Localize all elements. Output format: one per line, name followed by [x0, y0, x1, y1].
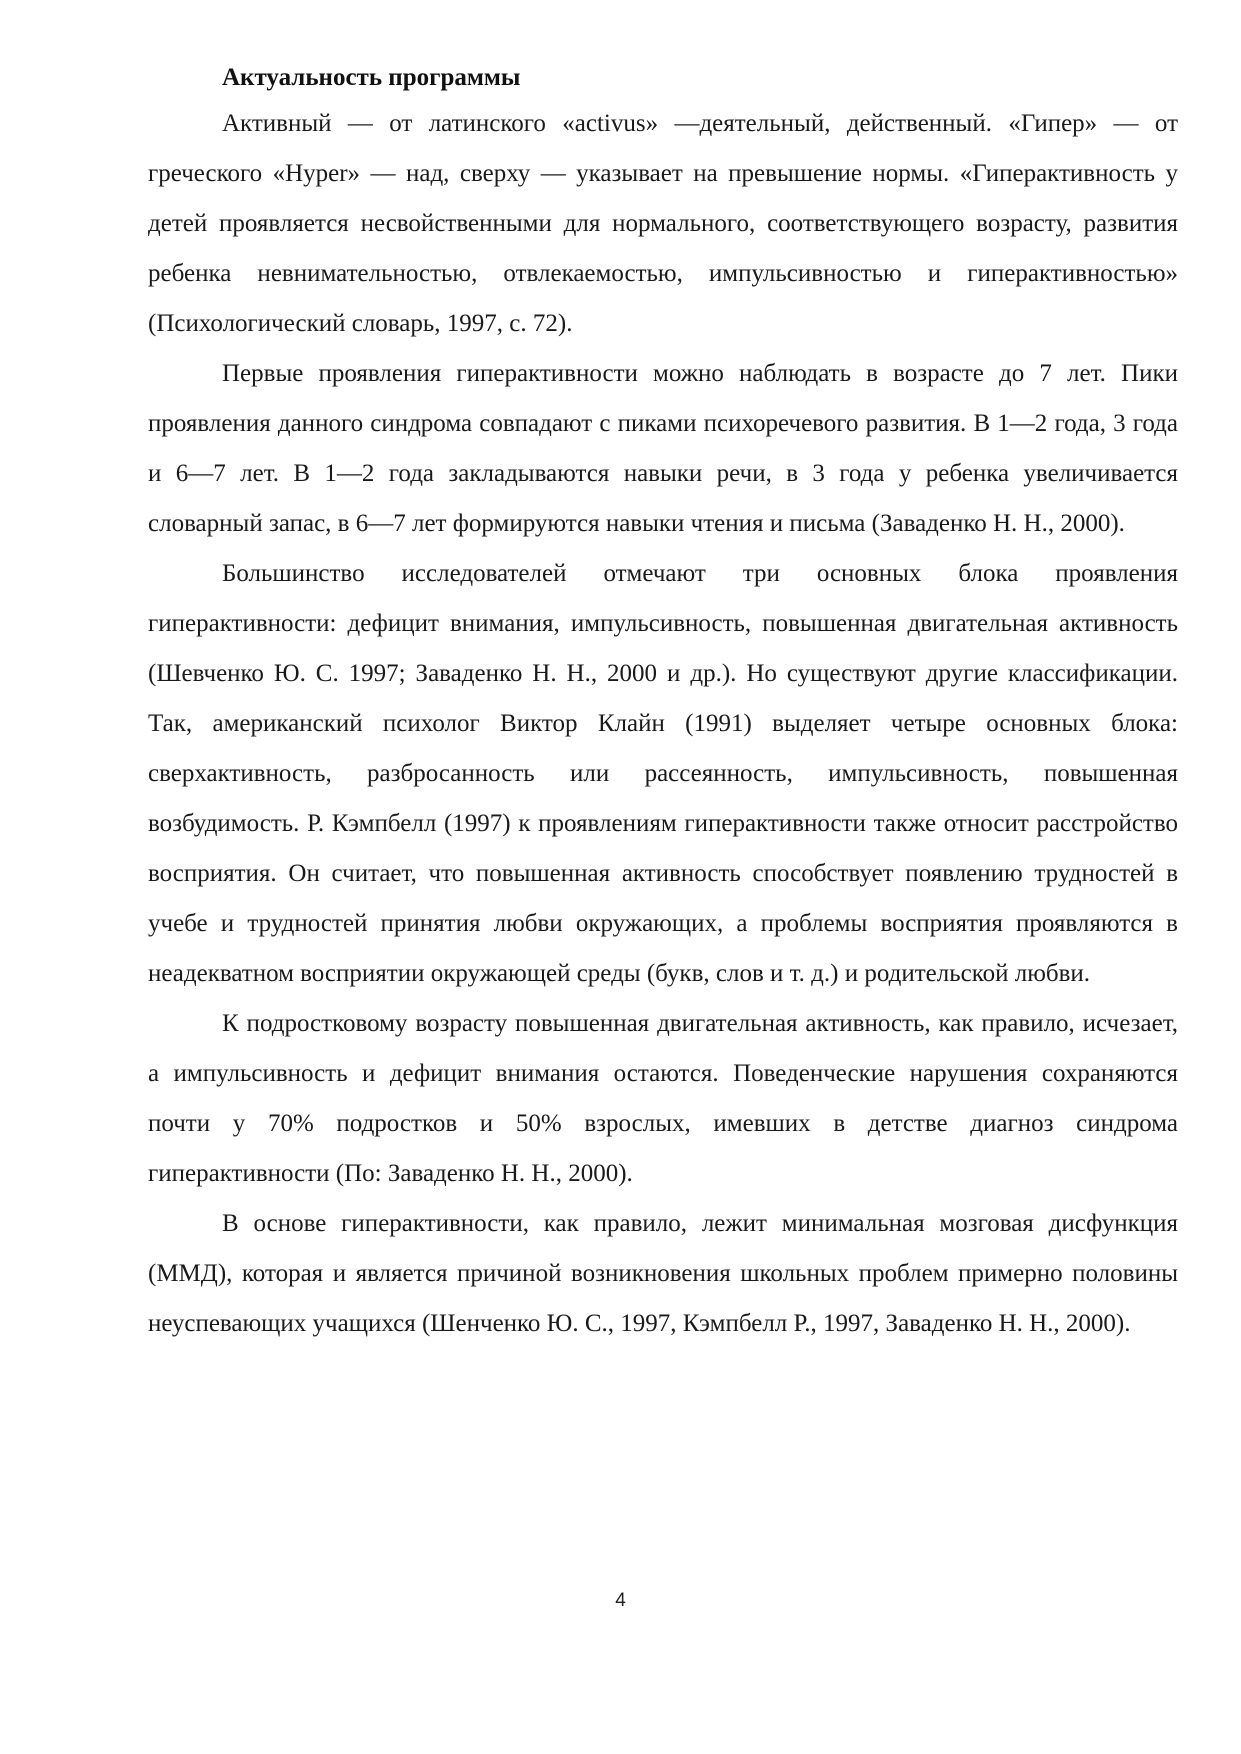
paragraph-definition: Активный — от латинского «activus» —деятельный, действенный. «Гипер» — от греческого «Hyper» — над, сверху — указывает на превышение нормы. «Гиперактивность у детей проявляется несвойственными для нормального, соответствующего возрасту, развития ребенка невнимательностью, отвлекаемостью, импульсивностью и гиперактивностью» (Психологический словарь, 1997, с. 72).	[148, 110, 1178, 337]
section-heading: Актуальность программы	[222, 64, 521, 91]
paragraph-classifications: Большинство исследователей отмечают три основных блока проявления гиперактивности: дефицит внимания, импульсивность, повышенная двигательная активность (Шевченко Ю. С. 1997; Заваденко Н. Н., 2000 и др.). Но существуют другие классификации. Так, американский психолог Виктор Клайн (1991) выделяет четыре основных блока: сверхактивность, разбросанность или рассеянность, импульсивность, повышенная возбудимость. Р. Кэмпбелл (1997) к проявлениям гиперактивности также относит расстройство восприятия. Он считает, что повышенная активность способствует появлению трудностей в учебе и трудностей принятия любви окружающих, а проблемы восприятия проявляются в неадекватном восприятии окружающей среды (букв, слов и т. д.) и родительской любви.	[148, 560, 1178, 987]
paragraph-first-manifestations: Первые проявления гиперактивности можно наблюдать в возрасте до 7 лет. Пики проявления данного синдрома совпадают с пиками психоречевого развития. В 1—2 года, 3 года и 6—7 лет. В 1—2 года закладываются навыки речи, в 3 года у ребенка увеличивается словарный запас, в 6—7 лет формируются навыки чтения и письма (Заваденко Н. Н., 2000).	[148, 360, 1178, 537]
page-number: 4	[615, 1590, 626, 1611]
paragraph-adolescence: К подростковому возрасту повышенная двигательная активность, как правило, исчезает, а импульсивность и дефицит внимания остаются. Поведенческие нарушения сохраняются почти у 70% подростков и 50% взрослых, имевших в детстве диагноз синдрома гиперактивности (По: Заваденко Н. Н., 2000).	[148, 1010, 1178, 1187]
paragraph-mmd: В основе гиперактивности, как правило, лежит минимальная мозговая дисфункция (ММД), которая и является причиной возникновения школьных проблем примерно половины неуспевающих учащихся (Шенченко Ю. С., 1997, Кэмпбелл Р., 1997, Заваденко Н. Н., 2000).	[148, 1210, 1178, 1337]
document-body	[148, 57, 1178, 1349]
